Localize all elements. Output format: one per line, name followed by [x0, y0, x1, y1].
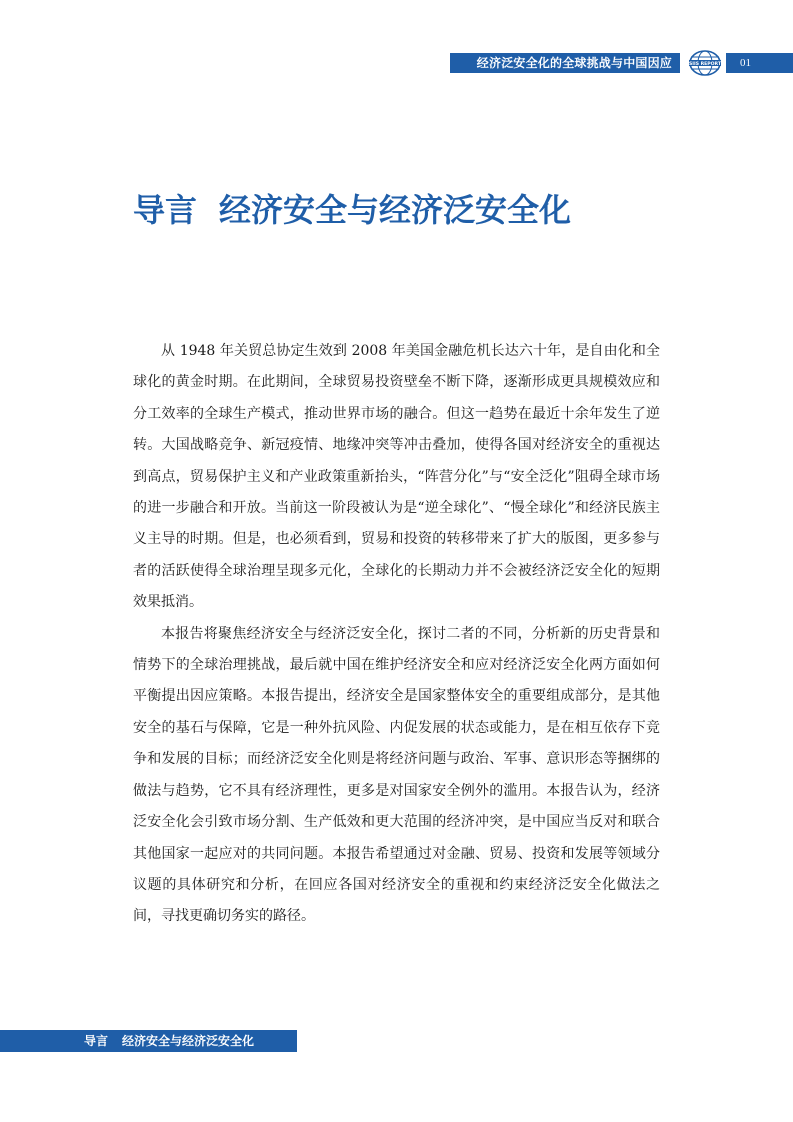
running-header-title: 经济泛安全化的全球挑战与中国因应 — [450, 53, 680, 73]
running-footer — [0, 1030, 297, 1052]
chapter-label: 导言 — [133, 191, 198, 229]
footer-chapter-label: 导言 — [84, 1034, 109, 1048]
chapter-title — [133, 188, 571, 232]
paragraph: 本报告将聚焦经济安全与经济泛安全化，探讨二者的不同，分析新的历史背景和情势下的全球治理挑战，最后就中国在维护经济安全和应对经济泛安全化两方面如何平衡提出因应策略。本报告提出，经济安全是国家整体安全的重要组成部分，是其他安全的基石与保障，它是一种外抗风险、内促发展的状态或能力，是在相互依存下竞争和发展的目标；而经济泛安全化则是将经济问题与政治、军事、意识形态等捆绑的做法与趋势，它不具有经济理性，更多是对国家安全例外的滥用。本报告认为，经济泛安全化会引致市场分割、生产低效和更大范围的经济冲突，是中国应当反对和联合其他国家一起应对的共同问题。本报告希望通过对金融、贸易、投资和发展等领域分议题的具体研究和分析，在回应各国对经济安全的重视和约束经济泛安全化做法之间，寻找更确切务实的路径。 — [133, 625, 660, 925]
page-number: 01 — [726, 53, 793, 73]
footer-chapter-title: 经济安全与经济泛安全化 — [122, 1034, 255, 1048]
body-text — [133, 336, 660, 933]
logo-text: SIIS REPORT — [688, 61, 722, 67]
chapter-title-text: 经济安全与经济泛安全化 — [219, 191, 572, 229]
paragraph: 从 1948 年关贸总协定生效到 2008 年美国金融危机长达六十年，是自由化和全球化的黄金时期。在此期间，全球贸易投资壁垒不断下降，逐渐形成更具规模效应和分工效率的全球生产模式，推动世界市场的融合。但这一趋势在最近十余年发生了逆转。大国战略竞争、新冠疫情、地缘冲突等冲击叠加，使得各国对经济安全的重视达到高点，贸易保护主义和产业政策重新抬头，“阵营分化”与“安全泛化”阻碍全球市场的进一步融合和开放。当前这一阶段被认为是“逆全球化”、“慢全球化”和经济民族主义主导的时期。但是，也必须看到，贸易和投资的转移带来了扩大的版图，更多参与者的活跃使得全球治理呈现多元化，全球化的长期动力并不会被经济泛安全化的短期效果抵消。 — [133, 343, 660, 611]
globe-logo-icon — [688, 49, 722, 77]
